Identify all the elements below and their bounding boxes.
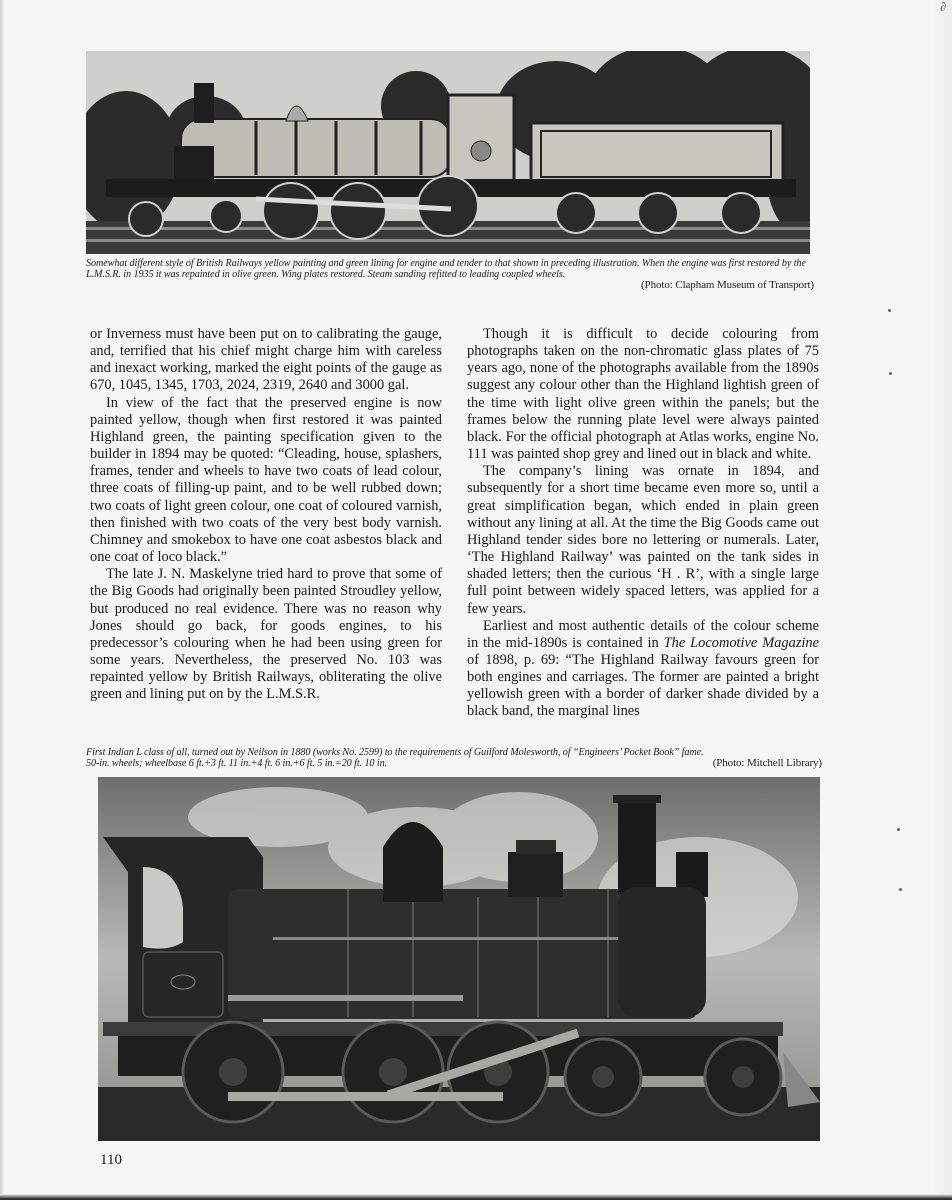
paragraph: In view of the fact that the preserved engine is now painted yellow, though when first restored it was painted Highland green, the painting specification given to the builder in 1894 may be quoted: “Cleading, house, splashers, frames, tender and wheels to have two coats of lead colour, three coats of filling-up paint, and to be well rubbed down; two coats of light green colour, one coat of coloured varnish, then finished with two coats of the very best body varnish. Chimney and smokebox to have one coat asbestos black and one coat of loco black.” [90,394,442,566]
page-edge-bottom [0,1194,952,1200]
page-edge-shadow [0,0,4,1200]
text: Earliest and most authentic details of the colour scheme in the mid-1890s is contained in [467,617,819,651]
locomotive-tender-illustration [86,51,810,254]
caption-bottom-photo [86,747,822,769]
text-column-left [90,326,442,703]
scan-speck [899,888,902,891]
caption-text: First Indian L class of all, turned out by Neilson in 1880 (works No. 2599) to the requirements of Guilford Molesworth, of “Engineers’ Pocket Book” fame. 50-in. wheels; wheelbase 6 ft.+3 ft. 11 in.+4 ft. 6 in.+6 ft. 5 in.=20 ft. 10 in. [86,747,704,769]
scan-speck [888,309,891,312]
paragraph: The late J. N. Maskelyne tried hard to prove that some of the Big Goods had originally been painted Stroudley yellow, but produced no real evidence. There was no reason why Jones should go back, for goods engines, to his predecessor’s colouring when he had been using green for some years. Nevertheless, the preserved No. 103 was repainted yellow by British Railways, obliterating the olive green and lining put on by the L.M.S.R. [90,566,442,703]
publication-title: The Locomotive Magazine [663,634,819,651]
photo-credit: (Photo: Clapham Museum of Transport) [640,279,814,291]
photo-credit: (Photo: Mitchell Library) [712,757,822,769]
scan-speck [889,372,892,375]
corner-mark: ∂ [940,0,946,14]
paragraph-with-citation [467,618,819,721]
photo-locomotive-tender [86,51,810,254]
text-column-right [467,326,819,721]
page-number: 110 [100,1152,122,1168]
indian-l-class-illustration [98,777,820,1141]
paragraph: Though it is difficult to decide colouring from photographs taken on the non-chromatic glass plates of 75 years ago, none of the photographs available from the 1890s suggest any colour other than the Highland lightish green of the time with light olive green within the panels; but the frames below the running plate level were always painted black. For the official photograph at Atlas works, engine No. 111 was painted shop grey and lined out in black and white. [467,326,819,463]
caption-text: Somewhat different style of British Railways yellow painting and green lining for engine and tender to that shown in preceding illustration. When the engine was first restored by the L.M.S.R. in 1935 it was repainted in olive green. Wing plates restored. Steam sanding refitted to leading coupled wheels. [86,258,806,280]
page-edge-right [932,0,952,1200]
paragraph: or Inverness must have been put on to calibrating the gauge, and, terrified that his chief might charge him with careless and inexact working, marked the eight points of the gauge as 670, 1045, 1345, 1703, 2024, 2319, 2640 and 3000 gal. [90,326,442,394]
photo-indian-l-class [98,777,820,1141]
scan-speck [897,828,900,831]
paragraph: The company’s lining was ornate in 1894, and subsequently for a short time became even more so, until a great simplification began, which ended in plain green without any lining at all. At the time the Big Goods came out Highland tender sides bore no lettering or numerals. Later, ‘The Highland Railway’ was painted on the tank sides in shaded letters; then the curious ‘H . R’, with a single large full point between widely spaced letters, was applied for a few years. [467,463,819,617]
text: of 1898, p. 69: “The Highland Railway favours green for both engines and carriages. The former are painted a bright yellowish green with a border of darker shade divided by a black band, the marginal lines [467,651,819,720]
caption-top-photo [86,258,814,291]
